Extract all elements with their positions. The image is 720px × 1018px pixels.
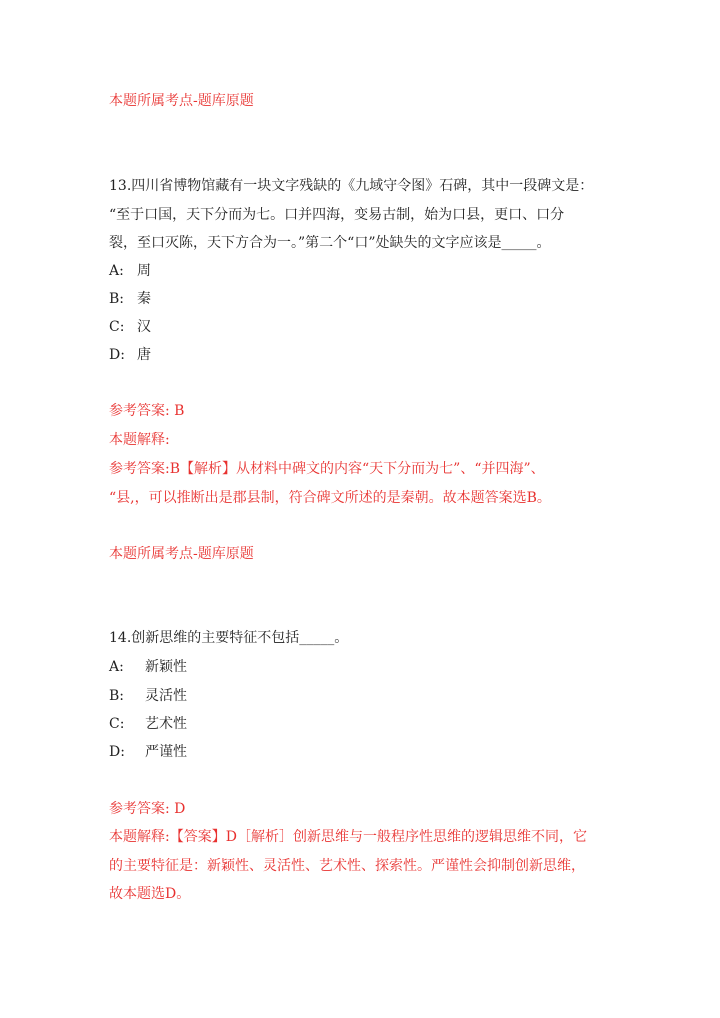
explanation-line-1: 参考答案:B【解析】从材料中碑文的内容“天下分而为七”、“并四海”、 <box>109 461 545 477</box>
option-a <box>109 262 151 280</box>
answer: 参考答案: B <box>109 403 185 419</box>
option-c-label: C: <box>109 716 125 732</box>
option-d <box>109 346 151 364</box>
option-b <box>109 687 187 705</box>
explanation-line-2: 的主要特征是：新颖性、灵活性、艺术性、探索性。严谨性会抑制创新思维， <box>109 858 585 874</box>
option-c <box>109 318 151 336</box>
option-d-label: D: <box>109 744 125 760</box>
question-13-stem-line-1: 13.四川省博物馆藏有一块文字残缺的《九域守令图》石碑，其中一段碑文是： <box>109 178 594 194</box>
explanation-line-1: 本题解释:【答案】D［解析］创新思维与一般程序性思维的逻辑思维不同，它 <box>109 829 587 845</box>
question-14-stem: 14.创新思维的主要特征不包括_____。 <box>109 630 349 646</box>
option-a-label: A: <box>109 263 124 279</box>
option-b-label: B: <box>109 291 125 307</box>
option-c-text: 汉 <box>137 319 151 335</box>
option-b-text: 灵活性 <box>145 688 187 704</box>
option-c-text: 艺术性 <box>145 716 187 732</box>
topic-source-footer: 本题所属考点-题库原题 <box>109 93 254 109</box>
option-a-text: 新颖性 <box>145 659 187 675</box>
question-13-stem-line-2: “至于口国，天下分而为七。口并四海，变易古制，始为口县，更口、口分 <box>109 207 565 223</box>
option-c-label: C: <box>109 319 125 335</box>
option-d-text: 唐 <box>137 347 151 363</box>
question-13-stem-line-3: 裂，至口灭陈，天下方合为一。”第二个“口”处缺失的文字应该是_____。 <box>109 235 551 251</box>
topic-source-footer: 本题所属考点-题库原题 <box>109 546 254 562</box>
explanation-line-3: 故本题选D。 <box>109 886 191 902</box>
option-c <box>109 715 187 733</box>
answer: 参考答案: D <box>109 801 186 817</box>
option-b <box>109 290 151 308</box>
explanation-title: 本题解释: <box>109 432 170 448</box>
option-b-text: 秦 <box>137 291 151 307</box>
option-a <box>109 658 187 676</box>
option-d-text: 严谨性 <box>145 744 187 760</box>
option-a-text: 周 <box>137 263 151 279</box>
option-d-label: D: <box>109 347 125 363</box>
explanation-line-2: “县,，可以推断出是郡县制，符合碑文所述的是秦朝。故本题答案选B。 <box>109 490 551 506</box>
option-d <box>109 743 187 761</box>
option-b-label: B: <box>109 688 125 704</box>
option-a-label: A: <box>109 659 124 675</box>
